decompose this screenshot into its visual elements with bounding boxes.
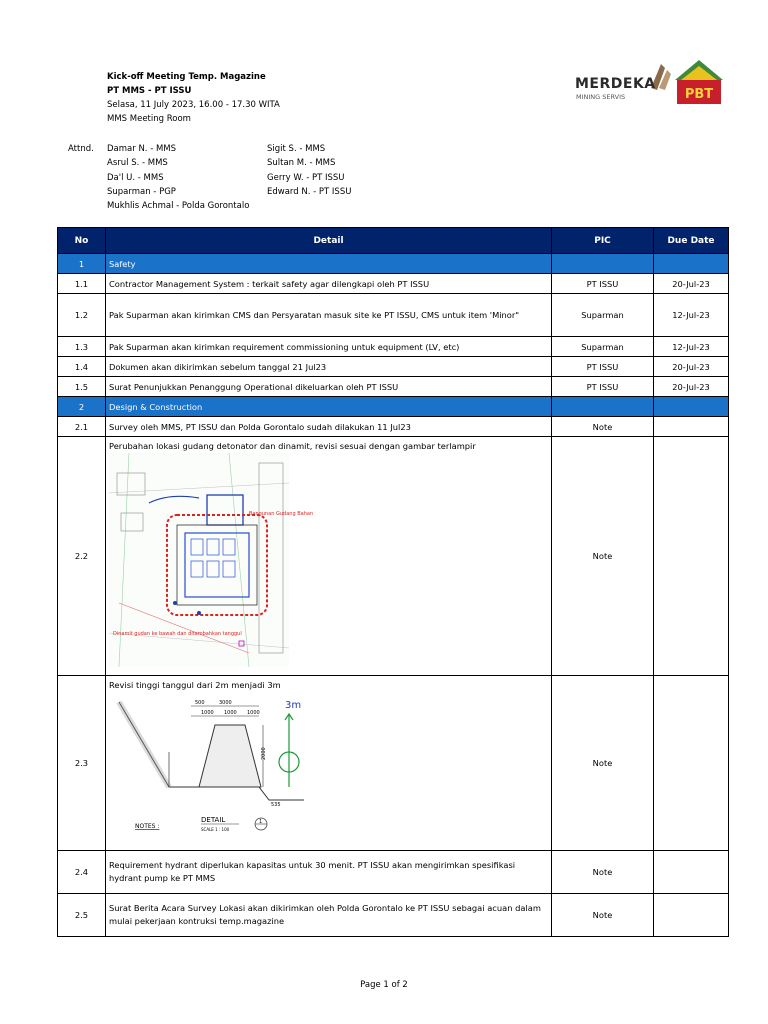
- row-detail: Surat Penunjukkan Penanggung Operational dikeluarkan oleh PT ISSU: [106, 377, 552, 397]
- row-no: 1.5: [58, 377, 106, 397]
- meeting-location: MMS Meeting Room: [107, 114, 191, 124]
- attendee: Damar N. - MMS: [107, 144, 177, 154]
- table-header-row: [58, 228, 729, 254]
- row-due: 20-Jul-23: [654, 357, 729, 377]
- row-pic: PT ISSU: [552, 377, 654, 397]
- attendance-col2: [267, 142, 417, 199]
- drawing-label-b: Dinamit gudan ke bawah dan ditambahkan tanggul: [113, 631, 242, 637]
- row-detail: Contractor Management System : terkait safety agar dilengkapi oleh PT ISSU: [106, 274, 552, 294]
- table-row: [58, 337, 729, 357]
- table-row: [58, 417, 729, 437]
- row-detail: Dokumen akan dikirimkan sebelum tanggal 21 Jul23: [106, 357, 552, 377]
- row-pic: Note: [552, 894, 654, 937]
- row-due: 12-Jul-23: [654, 294, 729, 337]
- dim-1000-a: 1000: [201, 710, 214, 716]
- row-no: 1.2: [58, 294, 106, 337]
- merdeka-logo-text: MERDEKA: [575, 76, 656, 92]
- row-due: [654, 437, 729, 676]
- row-no: 2.1: [58, 417, 106, 437]
- header-no: No: [58, 228, 106, 254]
- row-detail-text: Perubahan lokasi gudang detonator dan dinamit, revisi sesuai dengan gambar terlampir: [109, 441, 476, 451]
- header-pic: PIC: [552, 228, 654, 254]
- table-row: [58, 437, 729, 676]
- section-no: 2: [58, 397, 106, 417]
- row-pic: Note: [552, 851, 654, 894]
- dim-2000: 2000: [261, 747, 267, 760]
- section-title: Design & Construction: [106, 397, 552, 417]
- scale-label: SCALE 1 : 100: [201, 827, 230, 832]
- row-pic: Suparman: [552, 337, 654, 357]
- embankment-detail-drawing: [109, 692, 309, 842]
- header-detail: Detail: [106, 228, 552, 254]
- row-due: [654, 417, 729, 437]
- table-row: [58, 294, 729, 337]
- attendee: Sigit S. - MMS: [267, 144, 326, 154]
- dim-3000: 3000: [219, 700, 232, 706]
- row-no: 1.3: [58, 337, 106, 357]
- drawing-label-a: Bangunan Gudang Bahan: [249, 511, 314, 517]
- section-title: Safety: [106, 254, 552, 274]
- site-plan-drawing: [109, 453, 314, 667]
- row-pic: PT ISSU: [552, 274, 654, 294]
- attendee: Sultan M. - MMS: [267, 158, 336, 169]
- row-due: [654, 851, 729, 894]
- attendance-label: Attnd.: [68, 144, 94, 154]
- table-row: [58, 357, 729, 377]
- dim-500: 500: [195, 700, 205, 706]
- meeting-title: Kick-off Meeting Temp. Magazine: [107, 72, 266, 82]
- callout-label: 1: [259, 819, 263, 825]
- attendee: Suparman - PGP: [107, 186, 176, 197]
- meeting-parties: PT MMS - PT ISSU: [107, 86, 192, 96]
- attendance-col1: [107, 142, 277, 213]
- header-due: Due Date: [654, 228, 729, 254]
- company-logos: [575, 58, 725, 108]
- pbt-logo-text: PBT: [684, 87, 714, 102]
- row-detail: Pak Suparman akan kirimkan requirement commissioning untuk equipment (LV, etc): [106, 337, 552, 357]
- row-detail: Requirement hydrant diperlukan kapasitas untuk 30 menit. PT ISSU akan mengirimkan spesifikasi hydrant pump ke PT MMS: [106, 851, 552, 894]
- row-due: [654, 676, 729, 851]
- row-pic: Note: [552, 437, 654, 676]
- row-pic: Note: [552, 417, 654, 437]
- attendee: Da'l U. - MMS: [107, 172, 164, 183]
- meeting-header: [107, 70, 280, 126]
- row-no: 2.4: [58, 851, 106, 894]
- section-no: 1: [58, 254, 106, 274]
- row-detail: Pak Suparman akan kirimkan CMS dan Persyaratan masuk site ke PT ISSU, CMS untuk item 'Minor": [106, 294, 552, 337]
- meeting-datetime: Selasa, 11 July 2023, 16.00 - 17.30 WITA: [107, 100, 280, 110]
- table-row: [58, 274, 729, 294]
- minutes-table: [57, 227, 729, 937]
- table-row: [58, 851, 729, 894]
- pbt-logo-icon: [673, 58, 725, 106]
- section-row-design: [58, 397, 729, 417]
- dim-535: 535: [271, 802, 281, 808]
- row-no: 2.3: [58, 676, 106, 851]
- row-detail: Surat Berita Acara Survey Lokasi akan dikirimkan oleh Polda Gorontalo ke PT ISSU sebagai acuan dalam mulai pekerjaan kontruksi temp.magazine: [106, 894, 552, 937]
- row-no: 1.4: [58, 357, 106, 377]
- row-pic: PT ISSU: [552, 357, 654, 377]
- row-no: 2.2: [58, 437, 106, 676]
- section-row-safety: [58, 254, 729, 274]
- table-row: [58, 676, 729, 851]
- row-detail-text: Revisi tinggi tanggul dari 2m menjadi 3m: [109, 680, 281, 690]
- row-pic: Suparman: [552, 294, 654, 337]
- row-detail: [106, 676, 552, 851]
- row-due: [654, 894, 729, 937]
- page-number: Page 1 of 2: [360, 980, 408, 990]
- table-row: [58, 377, 729, 397]
- attendee: Gerry W. - PT ISSU: [267, 172, 345, 183]
- height-3m-label: 3m: [285, 700, 302, 711]
- row-detail: [106, 437, 552, 676]
- attendee: Mukhlis Achmal - Polda Gorontalo: [107, 201, 250, 212]
- dim-1000-c: 1000: [247, 710, 260, 716]
- row-due: 20-Jul-23: [654, 274, 729, 294]
- row-no: 1.1: [58, 274, 106, 294]
- row-pic: Note: [552, 676, 654, 851]
- row-detail: Survey oleh MMS, PT ISSU dan Polda Gorontalo sudah dilakukan 11 Jul23: [106, 417, 552, 437]
- attendee: Asrul S. - MMS: [107, 158, 168, 169]
- dim-1000-b: 1000: [224, 710, 237, 716]
- row-due: 12-Jul-23: [654, 337, 729, 357]
- notes-label: NOTES :: [135, 823, 160, 830]
- table-row: [58, 894, 729, 937]
- attendee: Edward N. - PT ISSU: [267, 186, 352, 197]
- row-no: 2.5: [58, 894, 106, 937]
- detail-label: DETAIL: [201, 816, 226, 824]
- row-due: 20-Jul-23: [654, 377, 729, 397]
- mining-servis-text: MINING SERVIS: [576, 93, 626, 101]
